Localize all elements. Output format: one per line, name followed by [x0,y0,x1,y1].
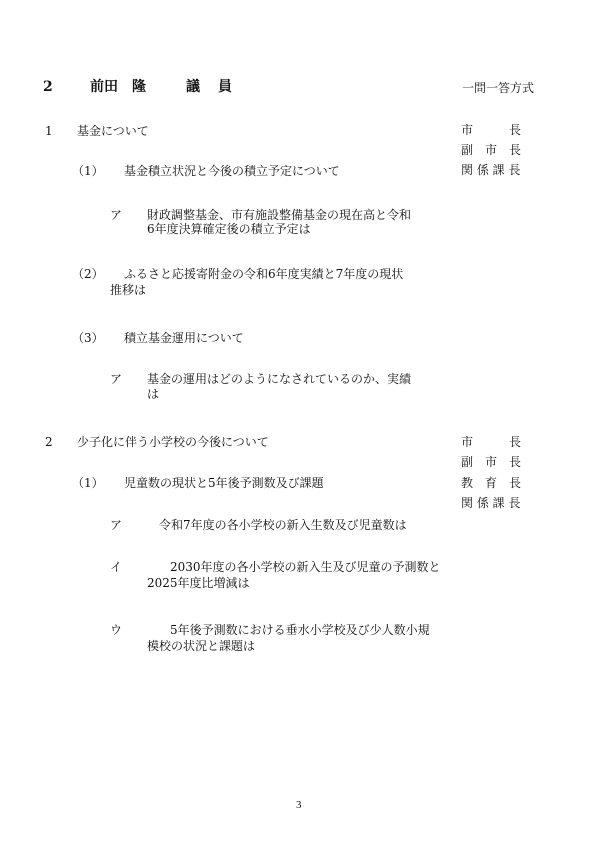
question-2-number: 2 [45,435,53,449]
question-1-number: 1 [45,124,53,138]
item-text: 令和7年度の各小学校の新入生数及び児童数は [159,518,407,532]
respondent: 教 育 長 [461,476,522,490]
member-title: 議 員 [186,79,234,95]
item-label: ア [110,372,123,386]
item-label: ア [110,518,123,532]
page-number: 3 [296,799,302,811]
member-given-name: 隆 [132,79,146,95]
respondent: 副 市 長 [461,455,522,469]
subquestion-label: （1） [72,164,104,178]
item-label: イ [110,560,123,574]
subquestion-text: 基金積立状況と今後の積立予定について [124,164,340,178]
respondent: 関 係 課 長 [461,496,521,510]
member-surname: 前田 [90,79,118,95]
item-text-continued: 6年度決算確定後の積立予定は [147,222,311,236]
subquestion-text: ふるさと応援寄附金の令和6年度実績と7年度の現状 [124,267,404,281]
section-number: 2 [43,79,53,95]
respondent: 市 長 [461,435,522,449]
respondent: 市 長 [461,123,522,137]
item-text-continued: は [147,387,160,401]
subquestion-label: （3） [72,331,104,345]
question-2-title: 少子化に伴う小学校の今後について [77,435,269,449]
subquestion-label: （2） [72,267,104,281]
subquestion-text: 児童数の現状と5年後予測数及び課題 [124,476,324,490]
subquestion-text-continued: 推移は [110,283,147,297]
item-label: ア [110,208,123,222]
subquestion-label: （1） [72,476,104,490]
item-text: 基金の運用はどのようになされているのか、実績 [147,372,412,386]
item-text: 財政調整基金、市有施設整備基金の現在高と令和 [147,208,412,222]
item-text: 2030年度の各小学校の新入生及び児童の予測数と [170,560,441,574]
item-text-continued: 2025年度比増減は [147,576,250,590]
respondent: 関 係 課 長 [461,163,521,177]
question-format: 一問一答方式 [462,81,535,95]
subquestion-text: 積立基金運用について [124,331,244,345]
question-1-title: 基金について [77,124,149,138]
item-label: ウ [110,623,123,637]
respondent: 副 市 長 [461,143,522,157]
item-text: 5年後予測数における垂水小学校及び少人数小規 [170,623,430,637]
item-text-continued: 模校の状況と課題は [147,639,256,653]
